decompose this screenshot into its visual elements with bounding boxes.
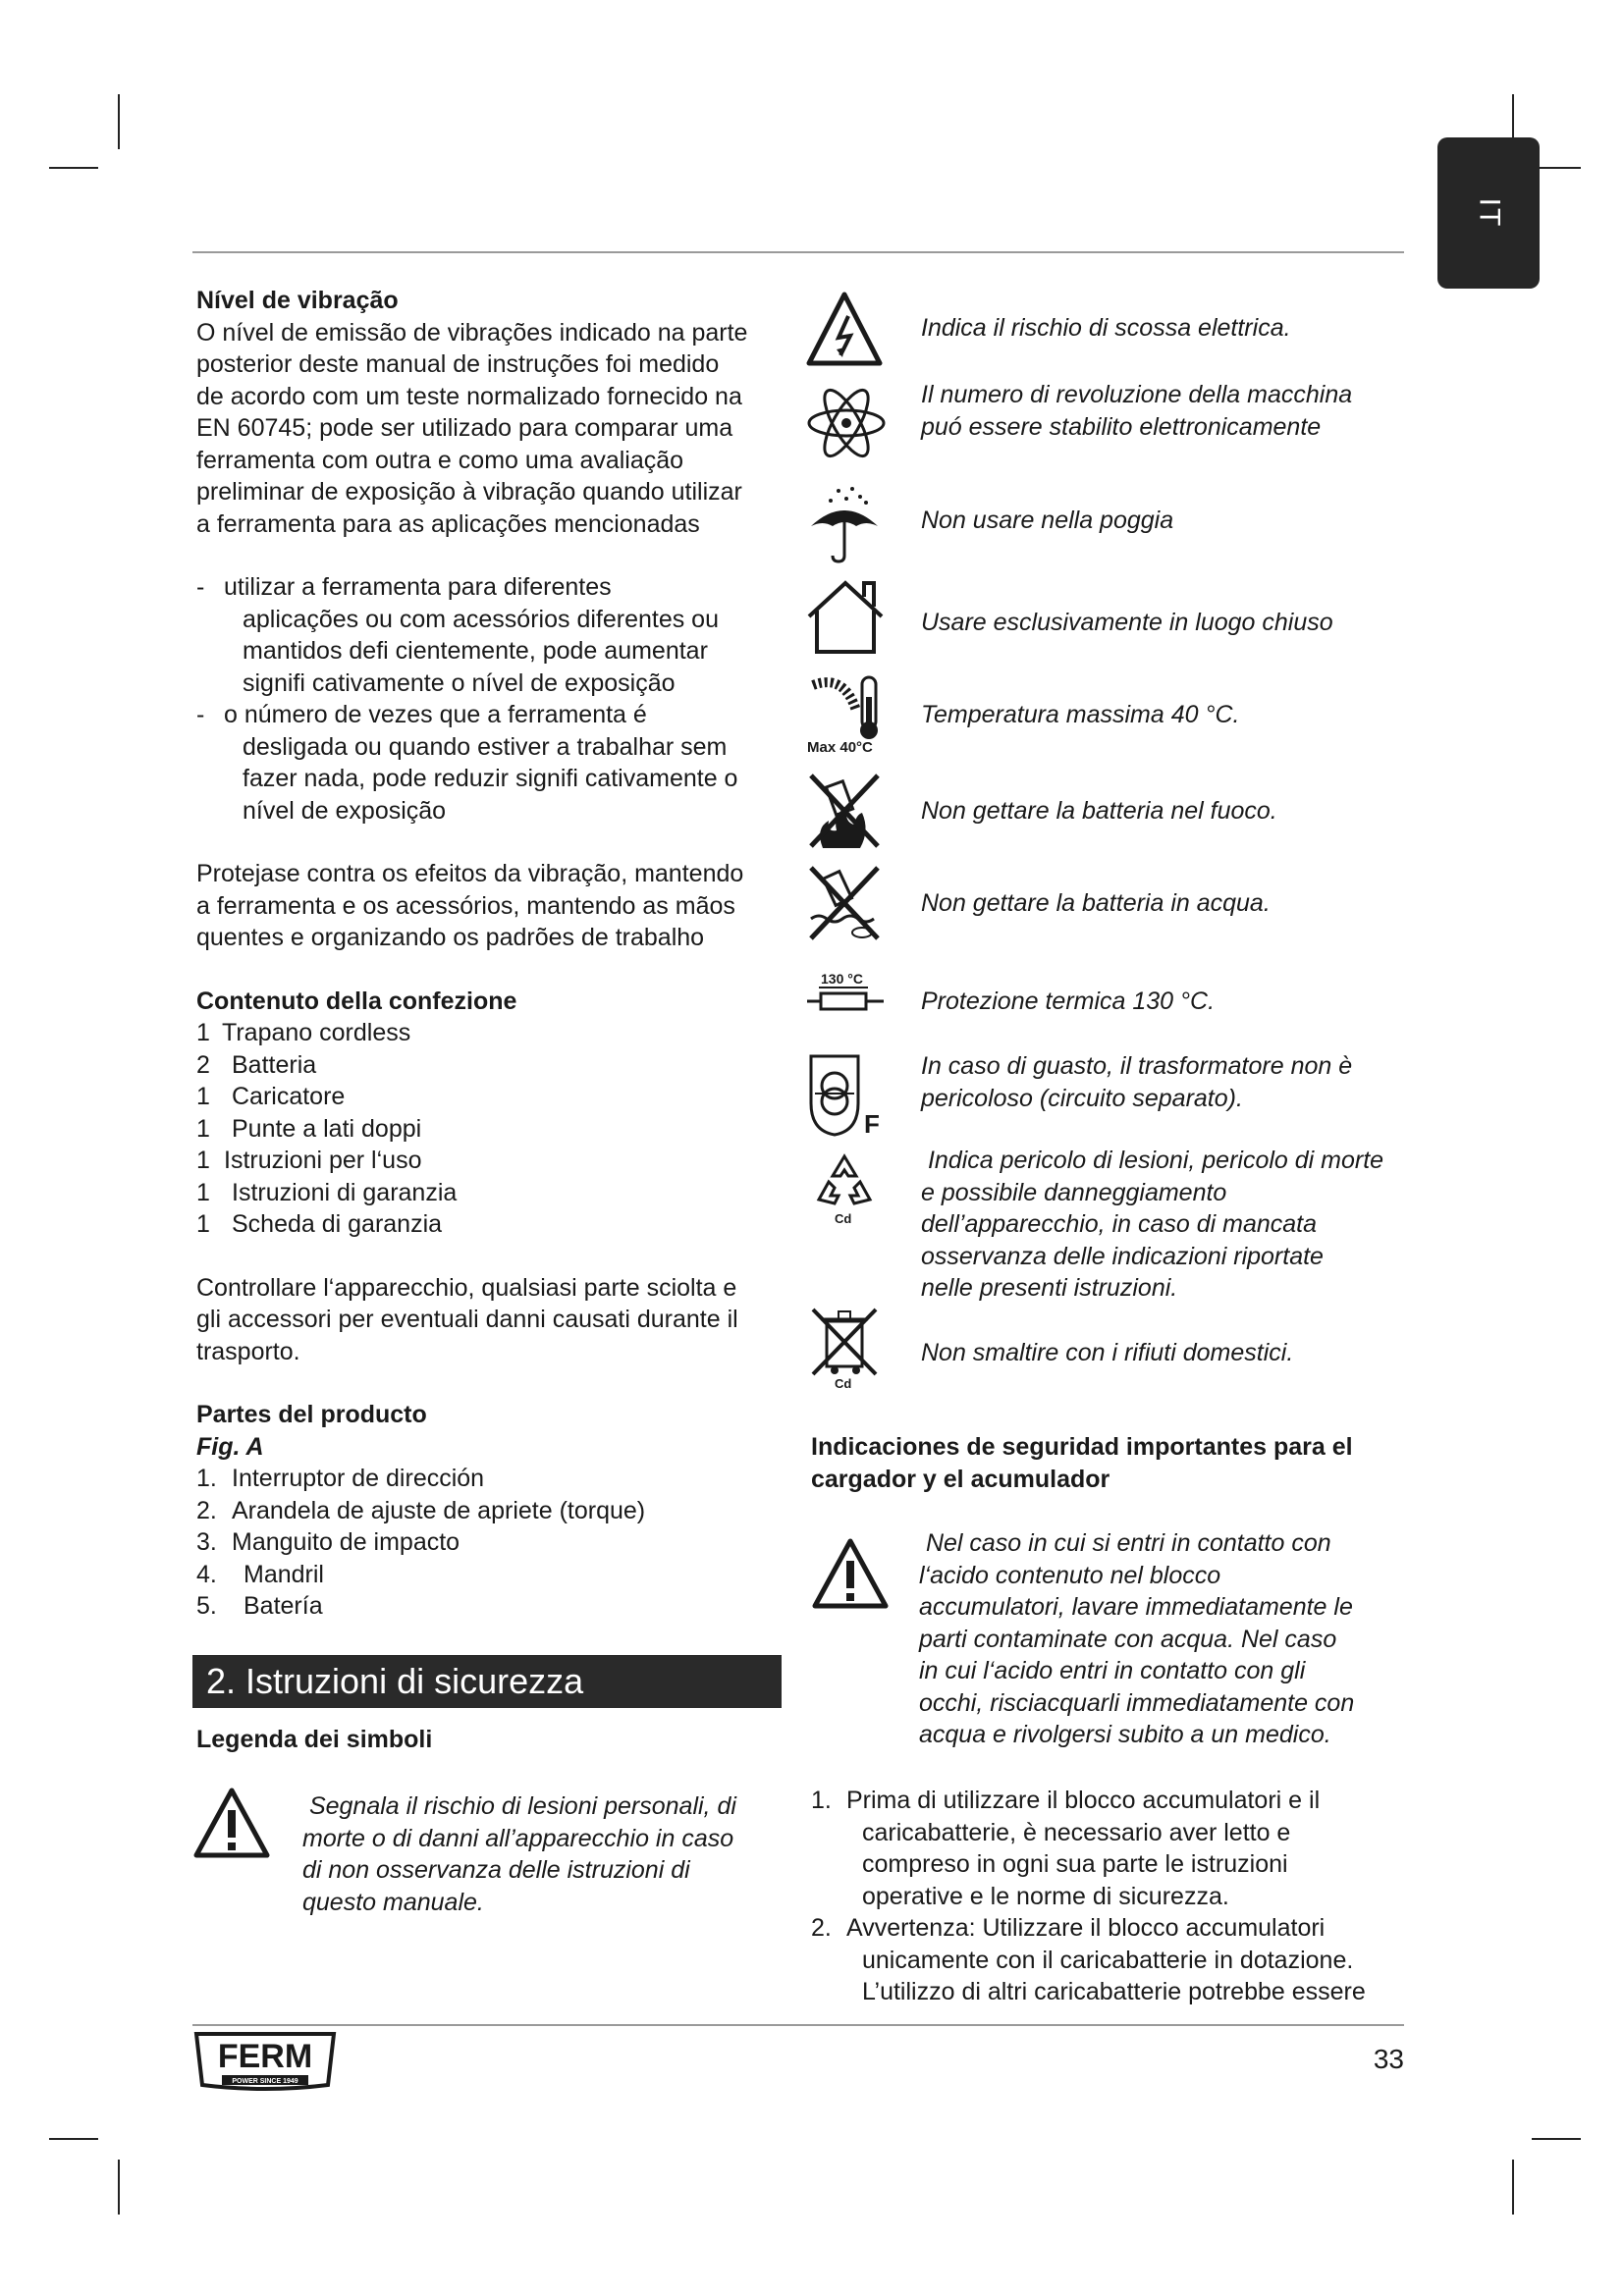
- item-number: 4.: [196, 1560, 217, 1588]
- text-line: occhi, risciacquarli immediatamente con: [919, 1688, 1355, 1717]
- symbol-description: pericoloso (circuito separato).: [921, 1084, 1243, 1112]
- contents-list: [196, 1017, 785, 1241]
- item-label: Batteria: [232, 1050, 317, 1079]
- item-number: 1.: [811, 1787, 832, 1814]
- header-rule: [192, 251, 1404, 253]
- text-line: morte o di danni all’apparecchio in caso: [302, 1824, 734, 1852]
- text-line: accumulatori, lavare immediatamente le: [919, 1593, 1353, 1621]
- parts-figure-label: Fig. A: [196, 1432, 264, 1461]
- text-line: de acordo com um teste normalizado fornecido na: [196, 382, 742, 410]
- legend-heading: Legenda dei simboli: [196, 1726, 433, 1753]
- item-label: Scheda di garanzia: [232, 1210, 443, 1238]
- max-temperature-icon: [805, 671, 888, 756]
- list-item: [811, 1912, 1410, 2008]
- text-line: unicamente con il caricabatterie in dotazione.: [862, 1946, 1354, 1974]
- vibration-protect-paragraph: [196, 858, 785, 954]
- no-water-battery-icon: [805, 862, 884, 944]
- item-qty: 1: [196, 1083, 210, 1110]
- text-line: trasporto.: [196, 1337, 300, 1365]
- text-line: Prima di utilizzare il blocco accumulatori e il: [846, 1787, 1321, 1814]
- list-item: [196, 1081, 785, 1113]
- item-qty: 1: [196, 1147, 210, 1174]
- vibration-bullet: [196, 571, 785, 699]
- symbol-description: Usare esclusivamente in luogo chiuso: [921, 609, 1333, 636]
- crop-mark: [118, 94, 120, 149]
- text-line: Nel caso in cui si entri in contatto con: [919, 1529, 1331, 1557]
- legend-warning-text: [302, 1790, 793, 1918]
- text-line: l‘acido contenuto nel blocco: [919, 1561, 1221, 1589]
- symbol-description: Protezione termica 130 °C.: [921, 988, 1216, 1015]
- logo-wordmark: FERM: [217, 2038, 313, 2075]
- item-label: Punte a lati doppi: [232, 1114, 422, 1143]
- vibration-bullet: [196, 699, 785, 827]
- safety-numbered-list: [811, 1785, 1410, 2008]
- vibration-heading: Nível de vibração: [196, 287, 399, 314]
- text-line: Segnala il rischio di lesioni personali, di: [302, 1792, 736, 1820]
- text-line: EN 60745; pode ser utilizado para comparar uma: [196, 414, 733, 442]
- text-line: gli accessori per eventuali danni causati durante il: [196, 1306, 738, 1333]
- item-number: 1.: [196, 1465, 217, 1492]
- recycle-cd-icon: [805, 1148, 888, 1227]
- symbol-description: e possibile danneggiamento: [921, 1178, 1227, 1206]
- item-label: Interruptor de dirección: [232, 1465, 485, 1492]
- item-label: Trapano cordless: [222, 1019, 411, 1046]
- text-line: o número de vezes que a ferramenta é: [224, 701, 647, 728]
- list-item: [811, 1785, 1410, 1912]
- text-line: Avvertenza: Utilizzare il blocco accumulatori: [846, 1914, 1326, 1942]
- text-line: fazer nada, pode reduzir signifi cativamente o: [243, 765, 738, 792]
- symbol-description: Non gettare la batteria nel fuoco.: [921, 797, 1277, 825]
- list-item: [196, 1145, 785, 1177]
- list-item: [196, 1463, 785, 1495]
- symbol-description: osservanza delle indicazioni riportate: [921, 1242, 1324, 1270]
- indoor-use-house-icon: [805, 577, 886, 656]
- list-item: [196, 1559, 785, 1591]
- logo-tagline: POWER SINCE 1949: [232, 2078, 298, 2085]
- text-line: posterior deste manual de instruções foi medido: [196, 350, 720, 378]
- item-qty: 1: [196, 1178, 210, 1206]
- item-label: Istruzioni di garanzia: [232, 1178, 458, 1206]
- electronic-speed-icon: [805, 385, 888, 461]
- symbol-description: Non gettare la batteria in acqua.: [921, 889, 1271, 917]
- bullet-dash: -: [196, 701, 205, 728]
- list-item: [196, 1113, 785, 1146]
- text-line: caricabatterie, è necessario aver letto e: [862, 1818, 1291, 1846]
- symbol-description: In caso di guasto, il trasformatore non è: [921, 1052, 1353, 1080]
- text-line: Protejase contra os efeitos da vibração, mantendo: [196, 860, 744, 887]
- text-line: desligada ou quando estiver a trabalhar sem: [243, 732, 728, 761]
- list-item: [196, 1495, 785, 1527]
- list-item: [196, 1590, 785, 1623]
- crossed-bin-cd-icon: [805, 1306, 884, 1390]
- crop-mark: [49, 167, 98, 169]
- symbol-description: dell’apparecchio, in caso di mancata: [921, 1210, 1318, 1238]
- text-line: O nível de emissão de vibrações indicado na parte: [196, 318, 748, 347]
- text-line: ferramenta com outra e como uma avaliação: [196, 446, 684, 474]
- text-line: preliminar de exposição à vibração quando utilizar: [196, 478, 742, 506]
- symbol-description: Temperatura massima 40 °C.: [921, 701, 1240, 728]
- symbol-description: Non smaltire con i rifiuti domestici.: [921, 1339, 1294, 1366]
- list-item: [196, 1049, 785, 1082]
- crop-mark: [1512, 2160, 1514, 2215]
- text-line: Indicaciones de seguridad importantes para el: [811, 1433, 1353, 1461]
- icon-caption: F: [864, 1109, 880, 1139]
- bullet-dash: -: [196, 573, 205, 601]
- item-qty: 1: [196, 1210, 210, 1238]
- item-label: Batería: [244, 1592, 323, 1620]
- no-rain-umbrella-icon: [805, 485, 884, 563]
- crop-mark: [49, 2138, 98, 2140]
- left-column: [196, 285, 785, 1623]
- text-line: compreso in ogni sua parte le istruzioni: [862, 1850, 1288, 1878]
- symbol-description: Indica il rischio di scossa elettrica.: [921, 314, 1291, 342]
- acid-warning-text: [919, 1527, 1410, 1751]
- symbol-description: Non usare nella poggia: [921, 507, 1174, 534]
- item-number: 3.: [196, 1528, 217, 1556]
- section-title-banner: 2. Istruzioni di sicurezza: [192, 1655, 782, 1708]
- safety-transformer-icon: [805, 1052, 888, 1141]
- page-number: 33: [1373, 2044, 1404, 2074]
- text-line: in cui l‘acido entri in contatto con gli: [919, 1657, 1306, 1684]
- item-label: Manguito de impacto: [232, 1528, 460, 1556]
- text-line: aplicações ou com acessórios diferentes ou: [243, 605, 719, 633]
- list-item: [196, 1208, 785, 1241]
- warning-triangle-icon: [811, 1537, 890, 1610]
- text-line: Controllare l‘apparecchio, qualsiasi parte sciolta e: [196, 1273, 737, 1302]
- language-tab-label: IT: [1472, 197, 1505, 229]
- crop-mark: [1532, 2138, 1581, 2140]
- language-tab: [1437, 137, 1540, 289]
- text-line: nível de exposição: [243, 796, 447, 825]
- crop-mark: [118, 2160, 120, 2215]
- item-label: Arandela de ajuste de apriete (torque): [232, 1496, 646, 1524]
- text-line: acqua e rivolgersi subito a un medico.: [919, 1721, 1331, 1748]
- thermal-fuse-icon: [805, 970, 888, 1019]
- text-line: operative e le norme di sicurezza.: [862, 1882, 1229, 1910]
- item-label: Caricatore: [232, 1083, 346, 1110]
- safety-indications-heading: [811, 1431, 1400, 1496]
- electric-shock-warning-icon: [805, 291, 884, 369]
- symbol-description: nelle presenti istruzioni.: [921, 1274, 1178, 1302]
- no-fire-battery-icon: [805, 770, 884, 852]
- item-label: Istruzioni per l‘uso: [224, 1147, 422, 1174]
- text-line: L’utilizzo di altri caricabatterie potrebbe essere: [862, 1978, 1366, 2005]
- symbol-description: Il numero di revoluzione della macchina: [921, 381, 1353, 408]
- item-number: 5.: [196, 1592, 217, 1620]
- list-item: [196, 1017, 785, 1049]
- contents-heading: Contenuto della confezione: [196, 987, 517, 1015]
- vibration-paragraph: [196, 317, 785, 541]
- text-line: utilizar a ferramenta para diferentes: [224, 573, 612, 601]
- list-item: [196, 1526, 785, 1559]
- list-item: [196, 1177, 785, 1209]
- parts-heading: Partes del producto: [196, 1401, 427, 1428]
- icon-caption: 130 °C: [821, 971, 863, 987]
- item-number: 2.: [811, 1914, 832, 1942]
- text-line: parti contaminate con acqua. Nel caso: [919, 1625, 1337, 1653]
- item-number: 2.: [196, 1496, 217, 1524]
- text-line: a ferramenta para as aplicações mencionadas: [196, 509, 700, 538]
- icon-caption: Max 40°C: [807, 739, 873, 756]
- text-line: a ferramenta e os acessórios, mantendo as mãos: [196, 891, 735, 920]
- item-qty: 1: [196, 1114, 210, 1143]
- text-line: di non osservanza delle istruzioni di: [302, 1856, 690, 1884]
- item-qty: 1: [196, 1019, 210, 1046]
- text-line: mantidos defi cientemente, pode aumentar: [243, 637, 708, 665]
- icon-caption: Cd: [835, 1211, 852, 1226]
- text-line: questo manuale.: [302, 1888, 484, 1916]
- text-line: quentes e organizando os padrões de trabalho: [196, 924, 705, 951]
- contents-check-paragraph: [196, 1272, 785, 1368]
- item-label: Mandril: [244, 1560, 324, 1588]
- warning-triangle-icon: [192, 1787, 271, 1859]
- symbol-description: puó essere stabilito elettronicamente: [921, 412, 1322, 441]
- item-qty: 2: [196, 1050, 210, 1079]
- ferm-logo: [192, 2028, 338, 2095]
- symbol-description: Indica pericolo di lesioni, pericolo di morte: [921, 1147, 1384, 1174]
- text-line: signifi cativamente o nível de exposição: [243, 668, 676, 697]
- text-line: cargador y el acumulador: [811, 1466, 1110, 1493]
- parts-list: [196, 1463, 785, 1623]
- footer-rule: [192, 2024, 1404, 2026]
- icon-caption: Cd: [835, 1376, 852, 1390]
